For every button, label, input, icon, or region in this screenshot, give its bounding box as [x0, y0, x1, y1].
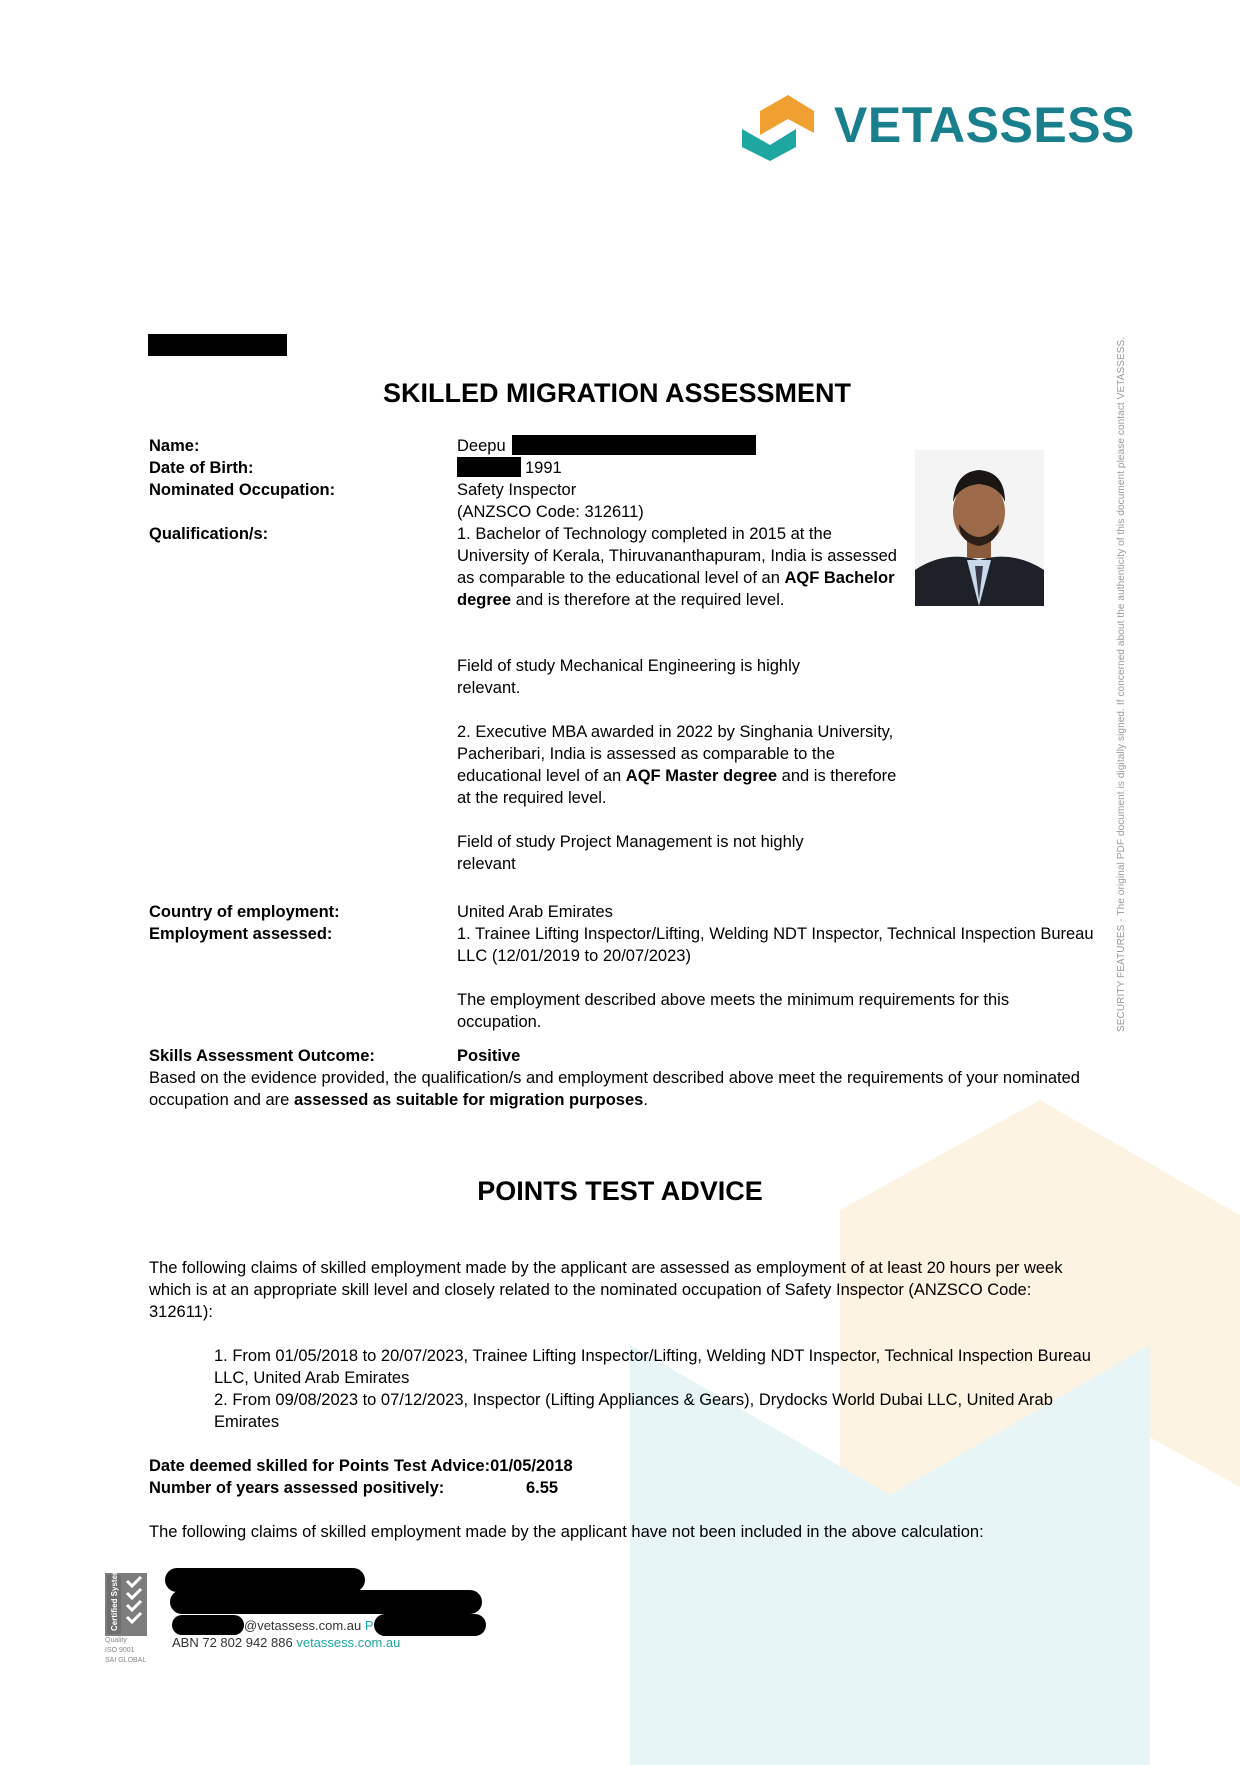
points-claim-1: 1. From 01/05/2018 to 20/07/2023, Trainee Lifting Inspector/Lifting, Welding NDT Inspector, Technical Inspection Bureau LLC, United Arab Emirates — [214, 1347, 1091, 1387]
points-title: POINTS TEST ADVICE — [477, 1176, 763, 1206]
employment-note: The employment described above meets the minimum requirements for this occupation. — [457, 991, 1010, 1031]
qualification-2 — [457, 721, 897, 809]
footer-phone-prefix: P — [364, 1618, 374, 1633]
vetassess-logo — [740, 88, 1135, 162]
name-value — [457, 435, 897, 457]
qualification-1-text-end: and is therefore at the required level. — [511, 591, 785, 609]
outcome-text-bold: assessed as suitable for migration purposes — [293, 1091, 644, 1109]
svg-text:Certified System: Certified System — [110, 1573, 119, 1631]
occupation-value — [457, 479, 897, 523]
outcome-text-end: . — [643, 1091, 648, 1109]
redacted-phone — [374, 1614, 486, 1636]
qualification-1-level: AQF Bachelor degree — [457, 569, 895, 609]
qualification-2-field: Field of study Project Management is not highly relevant — [457, 833, 804, 873]
dob-label: Date of Birth: — [149, 459, 254, 477]
page-title: SKILLED MIGRATION ASSESSMENT — [382, 378, 852, 408]
employment-value: 1. Trainee Lifting Inspector/Lifting, Welding NDT Inspector, Technical Inspection Bureau LLC (12/01/2019 to 20/07/2023) — [457, 925, 1094, 965]
footer-abn-row — [172, 1635, 400, 1650]
footer-abn: ABN 72 802 942 886 — [172, 1635, 293, 1650]
points-claim-2: 2. From 09/08/2023 to 07/12/2023, Inspector (Lifting Appliances & Gears), Drydocks World Dubai LLC, United Arab Emirates — [214, 1391, 1053, 1431]
occupation-label: Nominated Occupation: — [149, 481, 336, 499]
name-label: Name: — [149, 437, 200, 455]
outcome-text: Based on the evidence provided, the qualification/s and employment described above meet the requirements of your nominated occupation and are — [149, 1069, 1080, 1109]
vetassess-logo-icon — [740, 89, 818, 161]
redacted-position — [170, 1590, 482, 1614]
iso-line-quality: Quality — [105, 1637, 127, 1644]
occupation-name: Safety Inspector — [457, 481, 577, 499]
points-intro: The following claims of skilled employment made by the applicant are assessed as employment of at least 20 hours per week which is at an appropriate skill level and closely related to the nominated occupation of Safety Inspector (ANZSCO Code: 312611): — [149, 1259, 1063, 1321]
logo-text: VETASSESS — [834, 97, 1135, 153]
qualification-2-text: 2. Executive MBA awarded in 2022 by Singhania University, Pacheribari, India is assessed as comparable to the educational level of an — [457, 723, 894, 785]
redacted-email-user — [172, 1615, 244, 1635]
qualification-1 — [457, 523, 897, 611]
years-label: Number of years assessed positively: — [149, 1479, 445, 1497]
dob-value — [457, 457, 897, 479]
outcome-statement — [149, 1067, 1089, 1111]
iso-line-standard: ISO 9001 — [105, 1647, 135, 1654]
security-features-text: SECURITY FEATURES - The original PDF document is digitally signed. If concerned about the authenticity of this document please contact VETASSESS. — [1116, 336, 1127, 1032]
date-deemed-label: Date deemed skilled for Points Test Advice: — [149, 1457, 491, 1475]
redacted-reference — [148, 334, 287, 356]
qualification-1-text: 1. Bachelor of Technology completed in 2015 at the University of Kerala, Thiruvananthapuram, India is assessed as comparable to the educational level of an — [457, 525, 897, 587]
name-first: Deepu — [457, 437, 506, 455]
redacted-surname — [512, 435, 756, 455]
date-deemed-value: 01/05/2018 — [490, 1457, 573, 1475]
footer-contact — [172, 1614, 486, 1636]
country-value: United Arab Emirates — [457, 903, 613, 921]
redacted-dob — [457, 457, 521, 477]
footer-email[interactable]: @vetassess.com.au — [244, 1618, 362, 1633]
iso-certification-badge — [105, 1573, 149, 1666]
outcome-value: Positive — [457, 1047, 521, 1065]
footer-website-link[interactable]: vetassess.com.au — [296, 1635, 401, 1650]
years-value: 6.55 — [526, 1479, 559, 1497]
applicant-photo — [915, 450, 1044, 606]
qualification-1-field: Field of study Mechanical Engineering is highly relevant. — [457, 657, 801, 697]
qualification-2-level: AQF Master degree — [625, 767, 778, 785]
qualification-label: Qualification/s: — [149, 525, 269, 543]
country-label: Country of employment: — [149, 903, 340, 921]
dob-year: 1991 — [525, 459, 562, 477]
employment-label: Employment assessed: — [149, 925, 333, 943]
qualification-2-text-end: and is therefore at the required level. — [457, 767, 897, 807]
date-deemed-row — [149, 1455, 573, 1477]
excluded-intro: The following claims of skilled employment made by the applicant have not been included in the above calculation: — [149, 1523, 984, 1541]
occupation-code: (ANZSCO Code: 312611) — [457, 503, 644, 521]
outcome-label: Skills Assessment Outcome: — [149, 1047, 375, 1065]
certified-system-icon — [105, 1573, 147, 1636]
iso-line-sai: SAI GLOBAL — [105, 1657, 147, 1664]
redacted-signatory — [165, 1568, 365, 1592]
